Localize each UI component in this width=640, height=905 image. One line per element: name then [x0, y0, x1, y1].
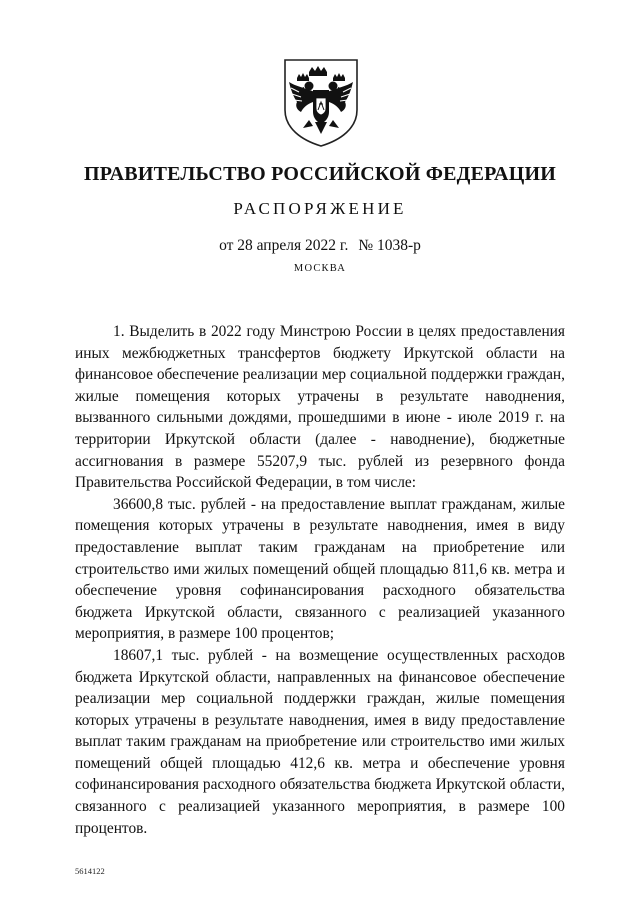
document-number: № 1038-р	[358, 237, 421, 254]
body-paragraph: 1. Выделить в 2022 году Минстрою России в целях предоставления иных межбюджетных трансфертов бюджету Иркутской области на финансовое обеспечение реализации мер социальной поддержки граждан, жилые помещения которых утрачены в результате наводнения, вызванного сильными дождями, прошедшими в июне - июле 2019 г. на территории Иркутской области (далее - наводнение), бюджетные ассигнования в размере 55207,9 тыс. рублей из резервного фонда Правительства Российской Федерации, в том числе:	[75, 323, 565, 492]
russian-coat-of-arms-icon	[279, 56, 363, 148]
document-city: МОСКВА	[293, 263, 347, 274]
body-paragraph: 36600,8 тыс. рублей - на предоставление выплат гражданам, жилые помещения которых утрачены в результате наводнения, имея в виду предоставление выплат таким гражданам на приобретение или строительство ими жилых помещений общей площадью 811,6 кв. метра и обеспечение уровня софинансирования расходного обязательства бюджета Иркутской области, связанного с реализацией указанного мероприятия, в размере 100 процентов;	[75, 495, 565, 643]
body-paragraph: 18607,1 тыс. рублей - на возмещение осуществленных расходов бюджета Иркутской области, направленных на финансовое обеспечение реализации мер социальной поддержки граждан, жилые помещения которых утрачены в результате наводнения, имея в виду предоставление выплат таким гражданам на приобретение или строительство ими жилых помещений общей площадью 412,6 кв. метра и обеспечение уровня софинансирования расходного обязательства бюджета Иркутской области, связанного с реализацией указанного мероприятия, в размере 100 процентов.	[75, 646, 565, 837]
document-body	[75, 321, 565, 839]
document-date: от 28 апреля 2022 г.	[219, 237, 349, 254]
document-type: РАСПОРЯЖЕНИЕ	[233, 199, 407, 218]
government-title: ПРАВИТЕЛЬСТВО РОССИЙСКОЙ ФЕДЕРАЦИИ	[84, 163, 556, 185]
document-code: 5614122	[75, 866, 105, 876]
document-date-line	[0, 237, 640, 255]
